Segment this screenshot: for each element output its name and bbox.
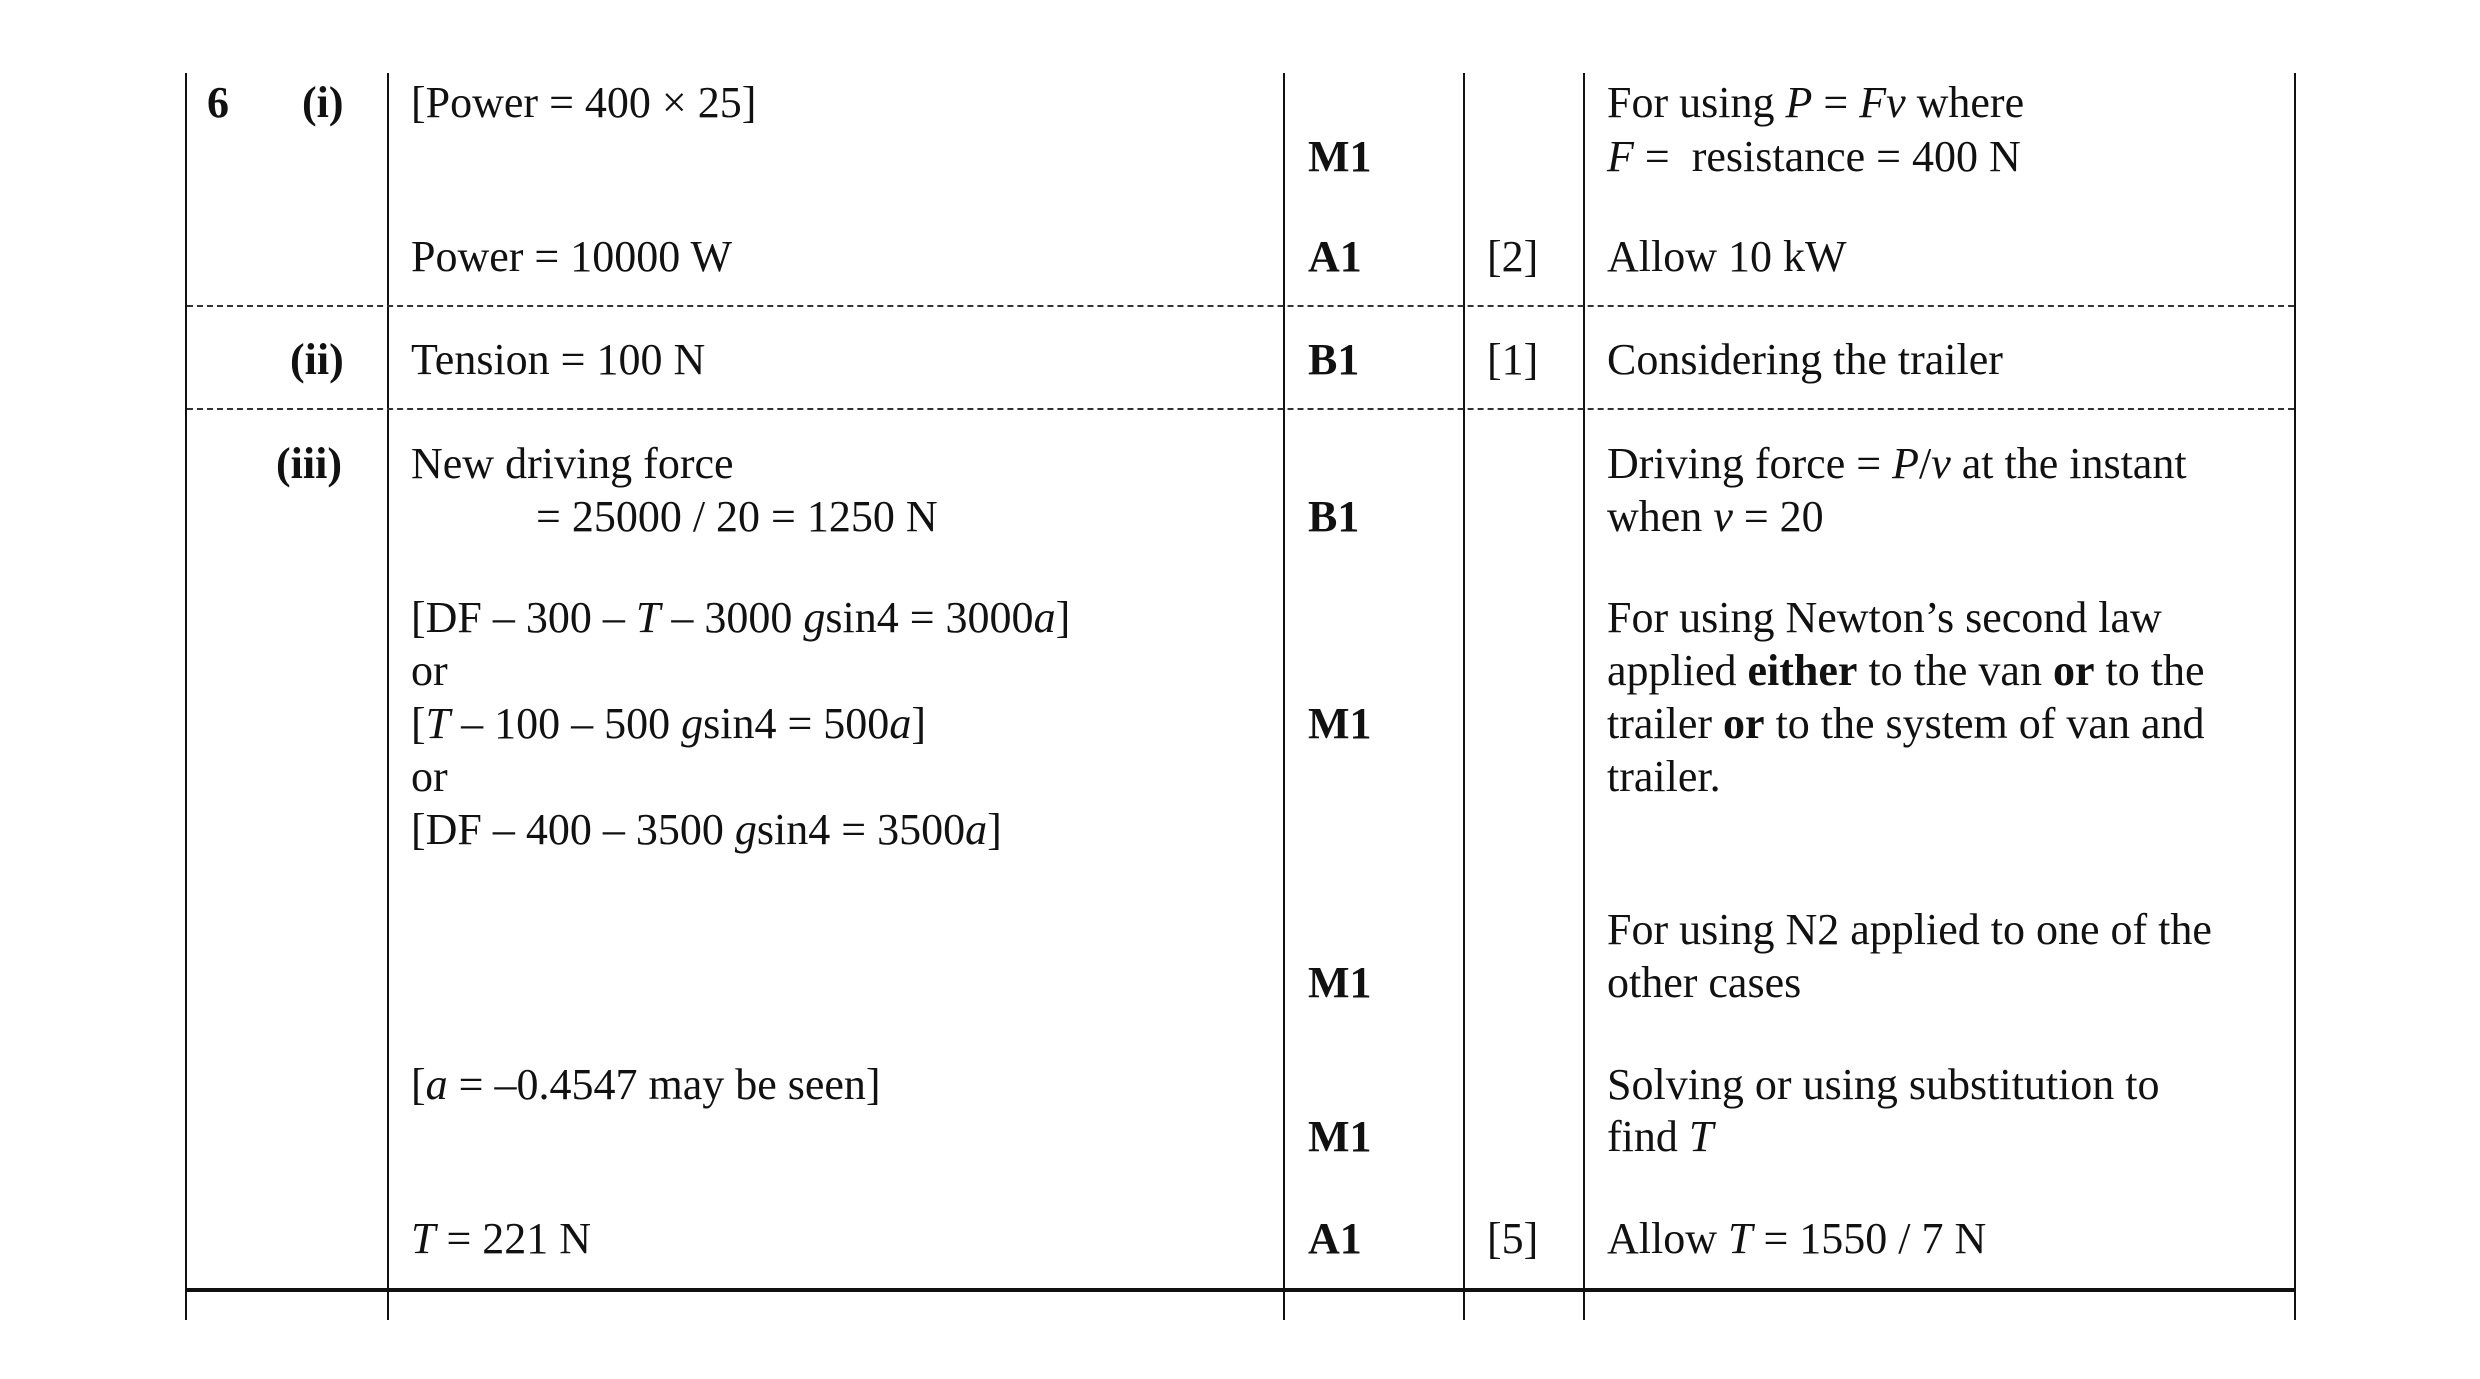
question-end-rule (185, 1288, 2296, 1292)
working-iii-line-2: = 25000 / 20 = 1250 N (536, 492, 938, 541)
mark-ii-1: B1 (1308, 335, 1360, 384)
total-i: [2] (1487, 232, 1539, 281)
total-iii: [5] (1487, 1214, 1539, 1263)
column-divider-total (1583, 73, 1585, 1320)
guidance-i-line-2: F = resistance = 400 N (1607, 132, 2021, 181)
mark-i-2: A1 (1308, 232, 1362, 281)
guidance-iii-line-6: trailer. (1607, 752, 1721, 801)
column-divider-label (387, 73, 389, 1320)
working-iii-line-5: [T – 100 – 500 gsin4 = 500a] (411, 699, 926, 748)
working-ii-line-1: Tension = 100 N (411, 335, 706, 384)
working-iii-line-1: New driving force (411, 439, 734, 488)
guidance-i-line-3: Allow 10 kW (1607, 232, 1847, 281)
row-separator-i-ii (187, 305, 2294, 307)
working-iii-line-4: or (411, 646, 448, 695)
row-separator-ii-iii (187, 408, 2294, 410)
guidance-iii-line-3: For using Newton’s second law (1607, 593, 2162, 642)
mark-i-1: M1 (1308, 132, 1372, 181)
mark-iii-1: B1 (1308, 492, 1360, 541)
working-iii-line-6: or (411, 752, 448, 801)
part-label-i: (i) (302, 78, 344, 127)
guidance-iii-line-10: find T (1607, 1112, 1714, 1161)
working-iii-line-9: T = 221 N (411, 1214, 592, 1263)
guidance-iii-line-8: other cases (1607, 958, 1802, 1007)
guidance-iii-line-2: when v = 20 (1607, 492, 1824, 541)
working-iii-line-8: [a = –0.4547 may be seen] (411, 1060, 881, 1109)
part-label-iii: (iii) (276, 439, 342, 488)
table-border-right (2294, 73, 2296, 1320)
column-divider-marks (1463, 73, 1465, 1320)
mark-iii-4: M1 (1308, 1112, 1372, 1161)
working-iii-line-3: [DF – 300 – T – 3000 gsin4 = 3000a] (411, 593, 1071, 642)
guidance-iii-line-11: Allow T = 1550 / 7 N (1607, 1214, 1987, 1263)
working-iii-line-7: [DF – 400 – 3500 gsin4 = 3500a] (411, 805, 1002, 854)
mark-iii-3: M1 (1308, 958, 1372, 1007)
table-border-left (185, 73, 187, 1320)
total-ii: [1] (1487, 335, 1539, 384)
guidance-iii-line-9: Solving or using substitution to (1607, 1060, 2160, 1109)
guidance-ii-line-1: Considering the trailer (1607, 335, 2003, 384)
guidance-iii-line-1: Driving force = P/v at the instant (1607, 439, 2187, 488)
column-divider-working (1283, 73, 1285, 1320)
guidance-iii-line-7: For using N2 applied to one of the (1607, 905, 2212, 954)
part-label-ii: (ii) (290, 335, 344, 384)
working-i-line-2: Power = 10000 W (411, 232, 732, 281)
guidance-iii-line-5: trailer or to the system of van and (1607, 699, 2205, 748)
mark-iii-5: A1 (1308, 1214, 1362, 1263)
mark-iii-2: M1 (1308, 699, 1372, 748)
working-i-line-1: [Power = 400 × 25] (411, 78, 757, 127)
question-number: 6 (207, 78, 229, 127)
guidance-iii-line-4: applied either to the van or to the (1607, 646, 2205, 695)
guidance-i-line-1: For using P = Fv where (1607, 78, 2025, 127)
